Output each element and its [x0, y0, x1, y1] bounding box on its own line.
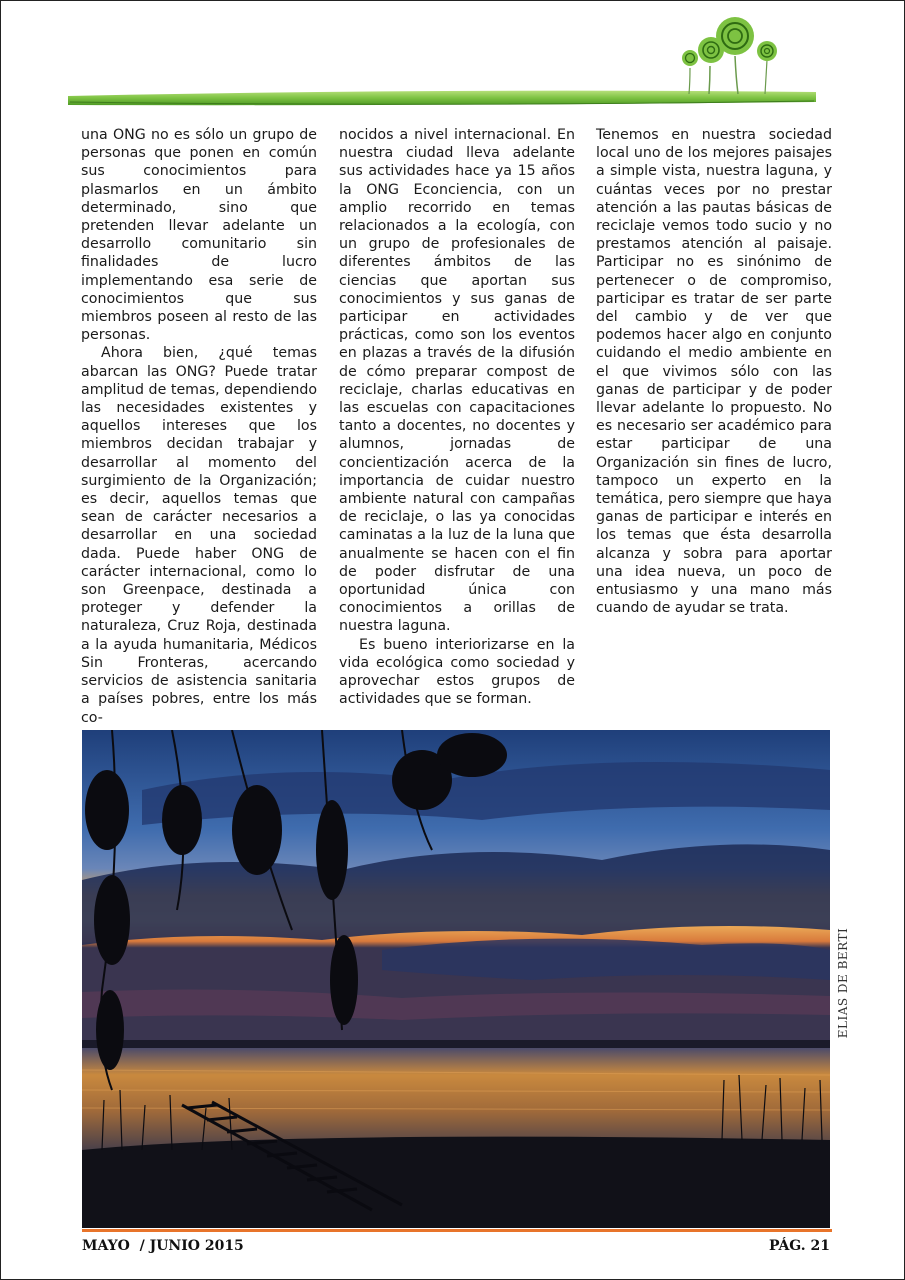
text-column-3: [596, 126, 832, 617]
page-number: PÁG. 21: [768, 1238, 830, 1254]
paragraph: una ONG no es sólo un grupo de personas que ponen en común sus conocimientos para plasmarlos en un ámbito determinado, sino que pretenden llevar adelante un desarrollo comunitario sin finalidades de lucro implementando esa serie de conocimientos que sus miembros poseen al resto de las personas.: [81, 127, 317, 344]
footer-divider: [82, 1229, 832, 1232]
issue-date: MAYO / JUNIO 2015: [82, 1238, 244, 1254]
header-tree-decoration: [60, 8, 830, 112]
paragraph: Tenemos en nuestra sociedad local uno de los mejores paisajes a simple vista, nuestra laguna, y cuántas veces por no prestar atención a las pautas básicas de reciclaje vemos todo sucio y no prestamos atención al paisaje. Participar no es sinónimo de pertenecer o de compromiso, participar es tratar de ser parte del cambio y de ver que podemos hacer algo en conjunto cuidando el medio ambiente en el que vivimos sólo con las ganas de participar y de poder llevar adelante lo propuesto. No es necesario ser académico para estar participar de una Organización sin fines de lucro, tampoco un experto en la temática, pero siempre que haya ganas de participar e interés en los temas que ésta desarrolla alcanza y sobra para aportar una idea nueva, un poco de entusiasmo y una mano más cuando de ayudar se trata.: [596, 127, 832, 617]
text-column-1: [81, 126, 317, 727]
paragraph: nocidos a nivel internacional. En nuestra ciudad lleva adelante sus actividades hace ya 15 años la ONG Econciencia, con un amplio recorrido en temas relacionados a la ecología, con un grupo de profesionales de diferentes ámbitos de las ciencias que aportan sus conocimientos y sus ganas de participar en actividades prácticas, como son los eventos en plazas a través de la difusión de cómo preparar compost de reciclaje, charlas educativas en las escuelas con capacitaciones tanto a docentes, no docentes y alumnos, jornadas de concientización acerca de la importancia de cuidar nuestro ambiente natural con campañas de reciclaje, o las ya conocidas caminatas a la luz de la luna que anualmente se hacen con el fin de poder disfrutar de una oportunidad única con conocimientos a orillas de nuestra laguna.: [339, 127, 575, 635]
paragraph: Es bueno interiorizarse en la vida ecológica como sociedad y aprovechar estos grupos de actividades que se forman.: [339, 636, 575, 708]
text-column-2: [339, 126, 575, 709]
lagoon-sunset-photo: [82, 730, 830, 1228]
paragraph: Ahora bien, ¿qué temas abarcan las ONG? Puede tratar amplitud de temas, dependiendo las necesidades existentes y aquellos intereses que los miembros decidan trabajar y desarrollar al momento del surgimiento de la Organización; es decir, aquellos temas que sean de carácter necesarios a desarrollar en una sociedad dada. Puede haber ONG de carácter internacional, como lo son Greenpace, destinada a proteger y defender la naturaleza, Cruz Roja, destinada a la ayuda humanitaria, Médicos Sin Fronteras, acercando servicios de asistencia sanitaria a países pobres, entre los más co-: [81, 345, 317, 726]
photo-credit: ELIAS DE BERTI: [836, 927, 850, 1039]
